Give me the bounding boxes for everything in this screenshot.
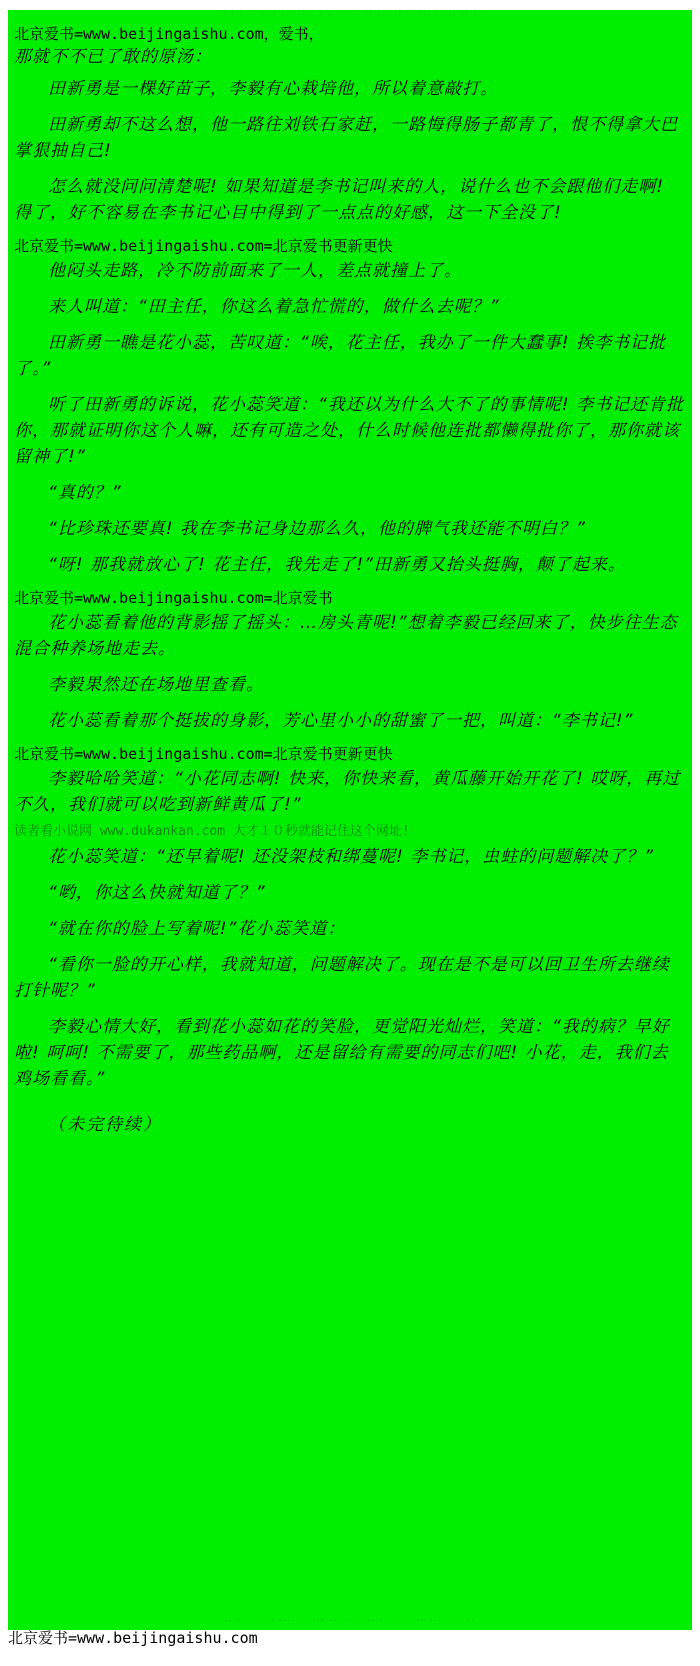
paragraph: 李毅哈哈笑道：“小花同志啊! 快来，你快来看，黄瓜藤开始开花了! 哎呀，再过不久，我们就可以吃到新鲜黄瓜了!” <box>14 769 681 815</box>
bottom-decoration: ·· ·· · ···· ···· ·· ··· ·· ··· ···· ·· ·· ·· ·· ··· ·· · ·· <box>224 1616 476 1627</box>
inline-watermark-1: 北京爱书=www.beijingaishu.com=北京爱书更新更快 <box>14 237 393 255</box>
paragraph: 李毅果然还在场地里查看。 <box>48 675 264 695</box>
paragraph: 花小蕊看着他的背影摇了摇头：…房头青呢!”想着李毅已经回来了，快步往生态混合种养场地走去。 <box>14 613 678 659</box>
paragraph: 田新勇是一棵好苗子，李毅有心栽培他，所以着意敲打。 <box>48 79 498 99</box>
chapter-title-fragment: 那就不不已了敢的原汤： <box>14 47 212 67</box>
paragraph: 怎么就没问问清楚呢! 如果知道是李书记叫来的人，说什么也不会跟他们走啊! 得了，好不容易在李书记心目中得到了一点点的好感，这一下全没了! <box>14 177 665 223</box>
inline-watermark-4: 读者看小说网 www.dukankan.com 大才１０秒就能记住这个网址! <box>14 824 410 839</box>
paragraph: 田新勇却不这么想，他一路往刘铁石家赶，一路悔得肠子都青了，恨不得拿大巴掌狠抽自己! <box>14 115 678 161</box>
top-decoration: · · · ·· ·· · ··· ·· · · ·· ·· ·· ·· ·· ··· ·· ··· ·· ·· ·· · <box>222 10 478 21</box>
header-watermark: 北京爱书=www.beijingaishu.com，爱书， <box>14 25 324 43</box>
reader-content-area <box>8 10 692 1630</box>
paragraph: 李毅心情大好，看到花小蕊如花的笑脸，更觉阳光灿烂，笑道：“我的病？早好啦! 呵呵! 不需要了，那些药品啊，还是留给有需要的同志们吧! 小花，走，我们去鸡场看看。” <box>14 1017 670 1089</box>
paragraph: “比珍珠还要真! 我在李书记身边那么久，他的脾气我还能不明白？” <box>48 519 586 539</box>
chapter-body <box>8 24 692 1135</box>
paragraph: 田新勇一瞧是花小蕊，苦叹道：“唉，花主任，我办了一件大蠢事! 挨李书记批了。” <box>14 333 667 379</box>
paragraph: “呀! 那我就放心了! 花主任，我先走了!”田新勇又抬头挺胸，颠了起来。 <box>48 555 626 575</box>
footer-watermark: 北京爱书=www.beijingaishu.com <box>8 1629 258 1647</box>
paragraph: 花小蕊笑道：“还早着呢! 还没架枝和绑蔓呢! 李书记，虫蛀的问题解决了？” <box>48 847 655 867</box>
paragraph: 来人叫道：“田主任，你这么着急忙慌的，做什么去呢？” <box>48 297 500 317</box>
paragraph: “真的？” <box>48 483 122 503</box>
end-note: （未完待续） <box>48 1115 162 1135</box>
paragraph: 他闷头走路，冷不防前面来了一人，差点就撞上了。 <box>48 261 462 281</box>
inline-watermark-3: 北京爱书=www.beijingaishu.com=北京爱书更新更快 <box>14 745 393 763</box>
paragraph: 听了田新勇的诉说，花小蕊笑道：“我还以为什么大不了的事情呢! 李书记还肯批你，那就证明你这个人嘛，还有可造之处，什么时候他连批都懒得批你了，那你就该留神了!” <box>14 395 685 467</box>
paragraph: “就在你的脸上写着呢!”花小蕊笑道： <box>48 919 346 939</box>
inline-watermark-2: 北京爱书=www.beijingaishu.com=北京爱书 <box>14 589 333 607</box>
paragraph: 花小蕊看着那个挺拔的身影，芳心里小小的甜蜜了一把，叫道：“李书记!” <box>48 711 634 731</box>
paragraph: “哟，你这么快就知道了？” <box>48 883 266 903</box>
paragraph: “看你一脸的开心样，我就知道，问题解决了。现在是不是可以回卫生所去继续打针呢？” <box>14 955 670 1001</box>
